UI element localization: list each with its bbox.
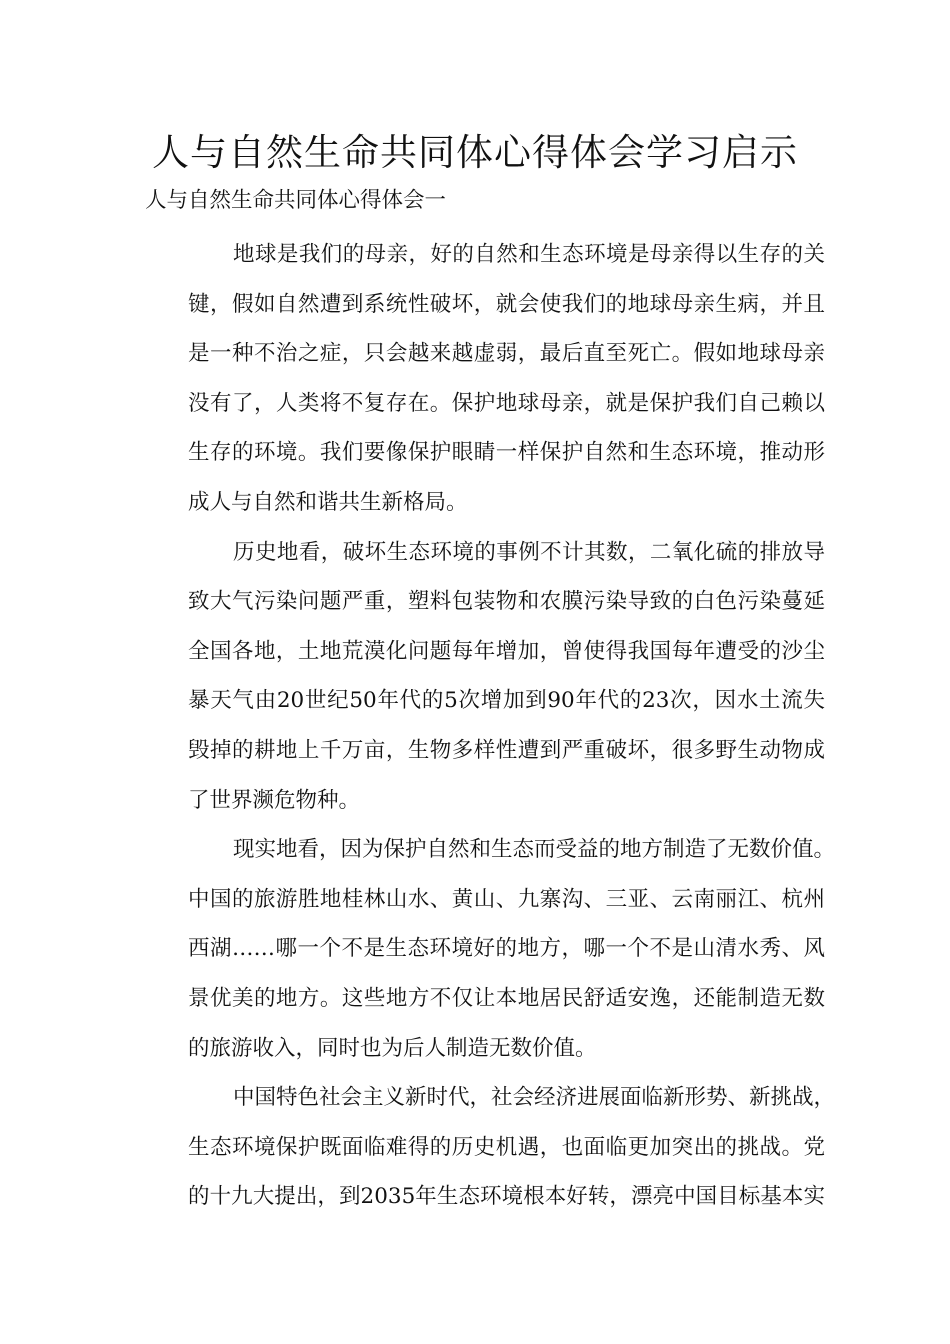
text-line: 地球是我们的母亲，好的自然和生态环境是母亲得以生存的关	[233, 242, 825, 267]
paragraph-3	[145, 825, 836, 1073]
text-line: 生存的环境。我们要像保护眼睛一样保护自然和生态环境，推动形	[188, 440, 825, 466]
paragraph-2	[145, 528, 825, 826]
text-line: 现实地看，因为保护自然和生态而受益的地方制造了无数价值。	[233, 837, 836, 863]
text-line: 没有了，人类将不复存在。保护地球母亲，就是保护我们自己赖以	[188, 390, 825, 416]
text-line: 致大气污染问题严重，塑料包装物和农膜污染导致的白色污染蔓延	[188, 589, 825, 615]
text-line: 毁掉的耕地上千万亩，生物多样性遭到严重破坏，很多野生动物成	[188, 737, 825, 763]
text-line: 生态环境保护既面临难得的历史机遇，也面临更加突出的挑战。党	[188, 1134, 825, 1160]
text-line: 西湖……哪一个不是生态环境好的地方，哪一个不是山清水秀、风	[188, 936, 825, 962]
text-line: 中国特色社会主义新时代，社会经济进展面临新形势、新挑战，	[233, 1085, 836, 1111]
paragraph-4	[145, 1073, 836, 1222]
paragraph-1	[145, 230, 825, 528]
text-line: 全国各地，土地荒漠化问题每年增加，曾使得我国每年遭受的沙尘	[188, 638, 825, 664]
text-line: 的十九大提出，到2035年生态环境根本好转，漂亮中国目标基本实	[188, 1184, 825, 1210]
text-line: 历史地看，破坏生态环境的事例不计其数，二氧化硫的排放导	[233, 539, 825, 565]
section-subtitle: 人与自然生命共同体心得体会一	[145, 188, 447, 213]
text-line: 中国的旅游胜地桂林山水、黄山、九寨沟、三亚、云南丽江、杭州	[188, 886, 825, 912]
text-line: 是一种不治之症，只会越来越虚弱，最后直至死亡。假如地球母亲	[188, 341, 825, 367]
text-line: 景优美的地方。这些地方不仅让本地居民舒适安逸，还能制造无数	[188, 985, 825, 1011]
body-text	[145, 230, 836, 1222]
text-line: 暴天气由20世纪50年代的5次增加到90年代的23次，因水土流失	[188, 688, 825, 714]
text-line: 键，假如自然遭到系统性破坏，就会使我们的地球母亲生病，并且	[188, 291, 825, 317]
text-line: 了世界濒危物种。	[188, 787, 361, 813]
document-title: 人与自然生命共同体心得体会学习启示	[152, 131, 798, 174]
text-line: 的旅游收入，同时也为后人制造无数价值。	[188, 1035, 597, 1061]
text-line: 成人与自然和谐共生新格局。	[188, 489, 468, 515]
